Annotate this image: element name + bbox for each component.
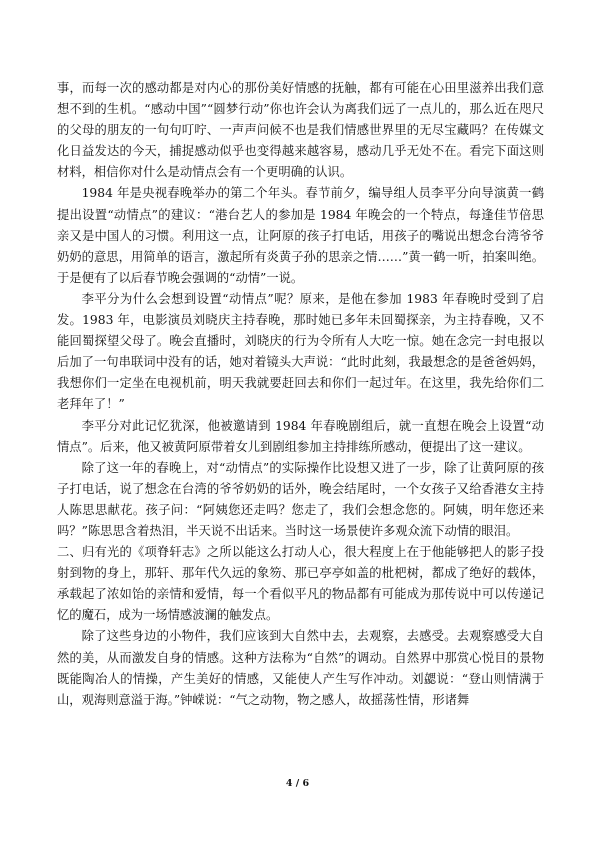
paragraph-chunwan-1984: 1984 年是央视春晚举办的第二个年头。春节前夕，编导组人员李平分向导演黄一鹤提出设置“动情点”的建议：“港台艺人的参加是 1984 年晚会的一个特点，每逢佳节倍思亲又是中国人的习惯。利用这一点，让阿原的孩子打电话，用孩子的嘴说出想念台湾爷爷奶奶的意思，用简单的语言，激起所有炎黄子孙的思亲之情……”黄一鹤一听，拍案叫绝。于是便有了以后春节晚会强调的“动情”一说。: [57, 186, 544, 285]
paragraph-continuation: 事，而每一次的感动都是对内心的那份美好情感的抚触，都有可能在心田里滋养出我们意想不到的生机。“感动中国”“圆梦行动”你也许会认为离我们远了一点儿的，那么近在咫尺的父母的朋友的一句句叮咛、一声声问候不也是我们情感世界里的无尽宝藏吗？在传媒文化日益发达的今天，捕捉感动似乎也变得越来越容易，感动几乎无处不在。看完下面这则材料，相信你对什么是动情点会有一个更明确的认识。: [57, 81, 544, 180]
page-number: 4 / 6: [285, 778, 310, 789]
paragraph-operation: 除了这一年的春晚上，对“动情点”的实际操作比设想又进了一步，除了让黄阿原的孩子打电话，说了想念在台湾的爷爷奶奶的话外，晚会结尾时，一个女孩子又给香港女主持人陈思思献花。孩子问：“阿姨您还走吗？您走了，我们会想念您的。阿姨，明年您还来吗？”陈思思含着热泪，半天说不出话来。当时这一场景使许多观众流下动情的眼泪。: [57, 460, 544, 538]
paragraph-nature: 除了这些身边的小物件，我们应该到大自然中去，去观察，去感受。去观察感受大自然的美，从而激发自身的情感。这种方法称为“自然”的调动。自然界中那赏心悦目的景物既能陶冶人的情操，产生美好的情感，又能使人产生写作冲动。刘勰说：“登山则情满于山，观海则意溢于海。”钟嵘说：“气之动物，物之感人，故摇荡性情，形诸舞: [57, 629, 544, 707]
paragraph-chunwan-1983: 李平分为什么会想到设置“动情点”呢？原来，是他在参加 1983 年春晚时受到了启发。1983 年，电影演员刘晓庆主持春晚，那时她已多年未回蜀探亲，为主持春晚，又不能回蜀探望父母了。晚会直播时，刘晓庆的行为令所有人大吃一惊。她在念完一封电报以后加了一句串联词中没有的话，她对着镜头大声说：“此时此刻，我最想念的是爸爸妈妈，我想你们一定坐在电视机前，明天我就要赶回去和你们一起过年。在这里，我先给你们二老拜年了！”: [57, 291, 544, 412]
paragraph-memory: 李平分对此记忆犹深，他被邀请到 1984 年春晚剧组后，就一直想在晚会上设置“动情点”。后来，他又被黄阿原带着女儿到剧组参加主持排练所感动，便提出了这一建议。: [57, 418, 544, 454]
paragraph-section-two: 二、归有光的《项脊轩志》之所以能这么打动人心，很大程度上在于他能够把人的影子投射到物的身上，那轩、那年代久远的象笏、那已亭亭如盖的枇杷树，都成了绝好的载体，承载起了浓如饴的亲情和爱情，每一个看似平凡的物品都有可能成为那传说中可以传递记忆的魔石，成为一场情感波澜的触发点。: [57, 545, 544, 623]
document-body: [57, 78, 544, 711]
